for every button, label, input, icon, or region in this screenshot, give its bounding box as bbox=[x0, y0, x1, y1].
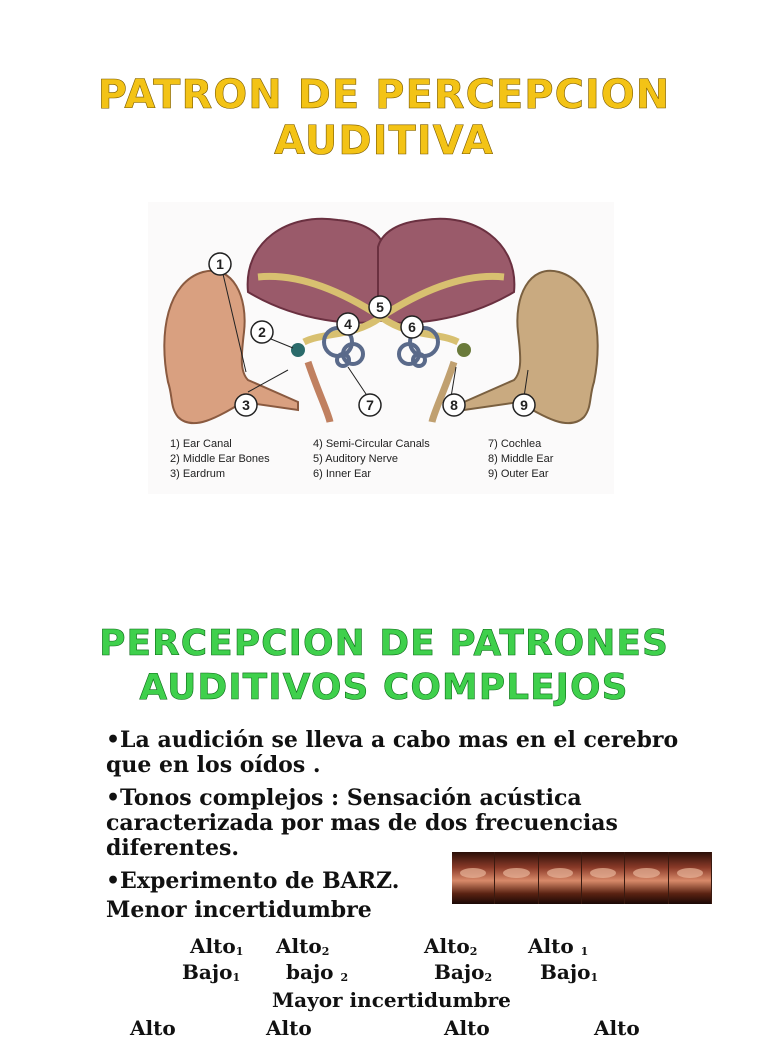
legend-item: 9) Outer Ear bbox=[488, 468, 549, 480]
pitch-bajo: Bajo$_1$ bbox=[182, 960, 241, 984]
figure-number: 6 bbox=[408, 319, 416, 335]
legend-item: 1) Ear Canal bbox=[170, 438, 232, 450]
title-top-line1: PATRON DE PERCEPCION bbox=[97, 72, 671, 118]
pitch-alto: Alto $_1$ bbox=[528, 934, 589, 958]
barz-frame bbox=[539, 852, 582, 904]
barz-frame bbox=[582, 852, 625, 904]
figure-number: 1 bbox=[216, 256, 224, 272]
figure-number: 8 bbox=[450, 397, 458, 413]
barz-image-strip bbox=[452, 852, 712, 904]
legend-item: 5) Auditory Nerve bbox=[313, 453, 398, 465]
figure-number: 9 bbox=[520, 397, 528, 413]
pitch-alto: Alto$_2$ bbox=[276, 934, 330, 958]
cut-alto: Alto bbox=[266, 1016, 312, 1040]
slide-title-top bbox=[0, 72, 768, 164]
cut-alto: Alto bbox=[130, 1016, 176, 1040]
figure-number: 2 bbox=[258, 324, 266, 340]
legend-item: 7) Cochlea bbox=[488, 438, 542, 450]
title-top-line2: AUDITIVA bbox=[274, 118, 494, 164]
barz-frame bbox=[452, 852, 495, 904]
title-bottom-line1: PERCEPCION DE PATRONES bbox=[99, 623, 669, 664]
title-bottom-line2: AUDITIVOS COMPLEJOS bbox=[139, 667, 629, 708]
pitch-alto: Alto$_2$ bbox=[424, 934, 478, 958]
legend-item: 8) Middle Ear bbox=[488, 453, 554, 465]
barz-frame bbox=[669, 852, 712, 904]
bullet-item: •La audición se lleva a cabo mas en el cerebro que en los oídos . bbox=[106, 727, 679, 778]
figure-number: 5 bbox=[376, 299, 384, 315]
legend-item: 4) Semi-Circular Canals bbox=[313, 438, 430, 450]
bullet-item: •Experimento de BARZ. bbox=[106, 868, 400, 894]
cut-alto: Alto bbox=[594, 1016, 640, 1040]
figure-number: 7 bbox=[366, 397, 374, 413]
legend-item: 2) Middle Ear Bones bbox=[170, 453, 270, 465]
slide-title-bottom bbox=[0, 622, 768, 710]
ear-anatomy-figure bbox=[148, 202, 614, 494]
legend-item: 3) Eardrum bbox=[170, 468, 226, 480]
bullet-item: •Tonos complejos : Sensación acústica caracterizada por mas de dos frecuencias diferentes. bbox=[106, 785, 618, 861]
legend-item: 6) Inner Ear bbox=[313, 468, 372, 480]
cut-alto: Alto bbox=[444, 1016, 490, 1040]
pitch-alto: Alto$_1$ bbox=[190, 934, 244, 958]
figure-number: 4 bbox=[344, 316, 352, 332]
pitch-bajo: Bajo$_2$ bbox=[434, 960, 493, 984]
pitch-bajo: bajo $_2$ bbox=[286, 960, 349, 984]
mayor-incertidumbre-label: Mayor incertidumbre bbox=[272, 988, 511, 1012]
figure-number: 3 bbox=[242, 397, 250, 413]
menor-incertidumbre-label: Menor incertidumbre bbox=[106, 897, 372, 923]
pitch-bajo: Bajo$_1$ bbox=[540, 960, 599, 984]
barz-frame bbox=[495, 852, 538, 904]
barz-frame bbox=[625, 852, 668, 904]
